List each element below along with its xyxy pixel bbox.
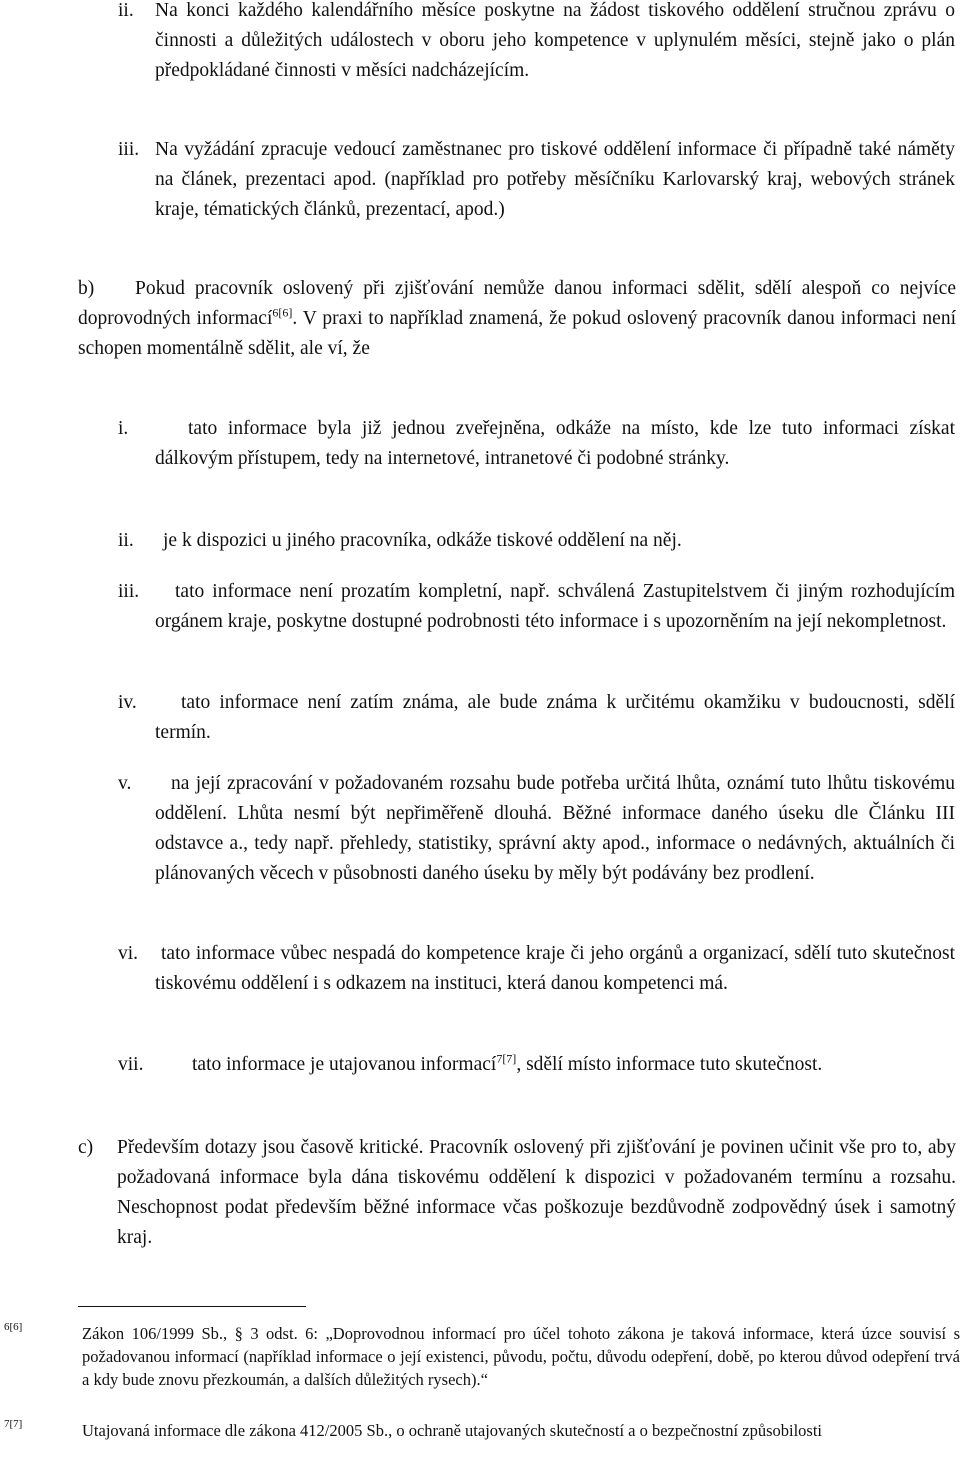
section-marker: c): [78, 1137, 94, 1158]
list-item-ii-top: [118, 0, 956, 116]
list-item-iv: [118, 688, 956, 748]
paragraph-content: tato informace není prozatím kompletní, např. schválená Zastupitelstvem či jiným rozhodujícím orgánem kraje, poskytne dostupné podrobnosti této informace i s upozorněním na její nekompletnost.: [155, 581, 955, 632]
footnote-ref-7: 7[7]: [496, 1051, 517, 1066]
list-item-iii: [118, 577, 956, 672]
list-marker: vi.: [118, 943, 139, 964]
footnote-separator: [78, 1306, 306, 1307]
section-c: [78, 1133, 956, 1258]
paragraph-text: [155, 1050, 955, 1080]
paragraph-text: [155, 526, 955, 556]
list-item-i: [118, 414, 956, 509]
footnote-text: Zákon 106/1999 Sb., § 3 odst. 6: „Doprovodnou informací pro účel tohoto zákona je taková informace, která úzce souvisí s požadovanou informací (například informace o její existenci, původu, počtu, důvodu odepření, době, po kterou důvod odepření trvá a kdy bude znovu přezkoumán, a dalších důležitých rysech).“: [82, 1324, 960, 1389]
list-item-iii-top: [118, 135, 956, 255]
paragraph-text: Především dotazy jsou časově kritické. Pracovník oslovený při zjišťování je povinen učinit vše pro to, aby požadovaná informace byla dána tiskovému oddělení k dispozici v požadovaném termínu a rozsahu. Neschopnost podat především běžné informace včas poškozuje bezdůvodně zodpovědný úsek i samotný kraj.: [117, 1137, 956, 1248]
footnote-text: Utajovaná informace dle zákona 412/2005 Sb., o ochraně utajovaných skutečností a o bezpečnostní způsobilosti: [82, 1421, 823, 1440]
paragraph-text: Na vyžádání zpracuje vedoucí zaměstnanec pro tiskové oddělení informace či případně také náměty na článek, prezentaci apod. (například pro potřeby měsíčníku Karlovarský kraj, webových stránek kraje, tématických článků, prezentací, apod.): [155, 139, 955, 220]
paragraph-content: je k dispozici u jiného pracovníka, odkáže tiskové oddělení na něj.: [163, 530, 682, 551]
paragraph-text: [155, 577, 955, 637]
paragraph-text: [78, 274, 956, 364]
footnote-7: [4, 1419, 960, 1467]
text-after-sup: , sdělí místo informace tuto skutečnost.: [516, 1054, 823, 1075]
list-marker: ii.: [118, 530, 134, 551]
section-b: [78, 274, 956, 399]
list-marker: v.: [118, 773, 132, 794]
list-item-vii: [118, 1050, 956, 1110]
paragraph-text: [155, 939, 955, 999]
list-marker: i.: [118, 418, 129, 439]
list-marker: ii.: [118, 0, 134, 21]
footnote-marker: 6[6]: [4, 1321, 23, 1333]
footnote-marker: 7[7]: [4, 1418, 23, 1430]
paragraph-text: Na konci každého kalendářního měsíce poskytne na žádost tiskového oddělení stručnou zprávu o činnosti a důležitých událostech v oboru jeho kompetence v uplynulém měsíci, stejně jako o plán předpokládané činnosti v měsíci nadcházejícím.: [155, 0, 955, 81]
list-item-v: [118, 769, 956, 924]
section-marker: b): [78, 278, 95, 299]
paragraph-text: [155, 688, 955, 748]
footnote-6: [4, 1322, 960, 1417]
paragraph-text: [155, 769, 955, 889]
list-marker: iii.: [118, 139, 140, 160]
text-after-sup: . V praxi to například znamená, že pokud oslovený pracovník danou informaci není schopen momentálně sdělit, ale ví, že: [78, 308, 956, 359]
list-marker: iii.: [118, 581, 140, 602]
paragraph-content: na její zpracování v požadovaném rozsahu bude potřeba určitá lhůta, oznámí tuto lhůtu tiskovému oddělení. Lhůta nesmí být nepřiměřeně dlouhá. Běžné informace daného úseku dle Článku III odstavce a., tedy např. přehledy, statistiky, správní akty apod., informace o nedávných, aktuálních či plánovaných věcech v působnosti daného úseku by měly být podávány bez prodlení.: [155, 773, 955, 884]
paragraph-content: tato informace není zatím známa, ale bude známa k určitému okamžiku v budoucnosti, sdělí termín.: [155, 692, 955, 743]
paragraph-content: tato informace vůbec nespadá do kompetence kraje či jeho orgánů a organizací, sdělí tuto skutečnost tiskovému oddělení i s odkazem na instituci, která danou kompetenci má.: [155, 943, 955, 994]
list-item-ii: [118, 526, 956, 556]
text-before-sup: Pokud pracovník oslovený při zjišťování nemůže danou informaci sdělit, sdělí alespoň co nejvíce doprovodných informací: [78, 278, 956, 329]
paragraph-content: tato informace byla již jednou zveřejněna, odkáže na místo, kde lze tuto informaci získat dálkovým přístupem, tedy na internetové, intranetové či podobné stránky.: [155, 418, 955, 469]
list-marker: vii.: [118, 1054, 144, 1075]
text-before-sup: tato informace je utajovanou informací: [192, 1054, 497, 1075]
footnote-ref-6: 6[6]: [272, 305, 293, 320]
list-item-vi: [118, 939, 956, 1034]
paragraph-text: [155, 414, 955, 474]
list-marker: iv.: [118, 692, 137, 713]
